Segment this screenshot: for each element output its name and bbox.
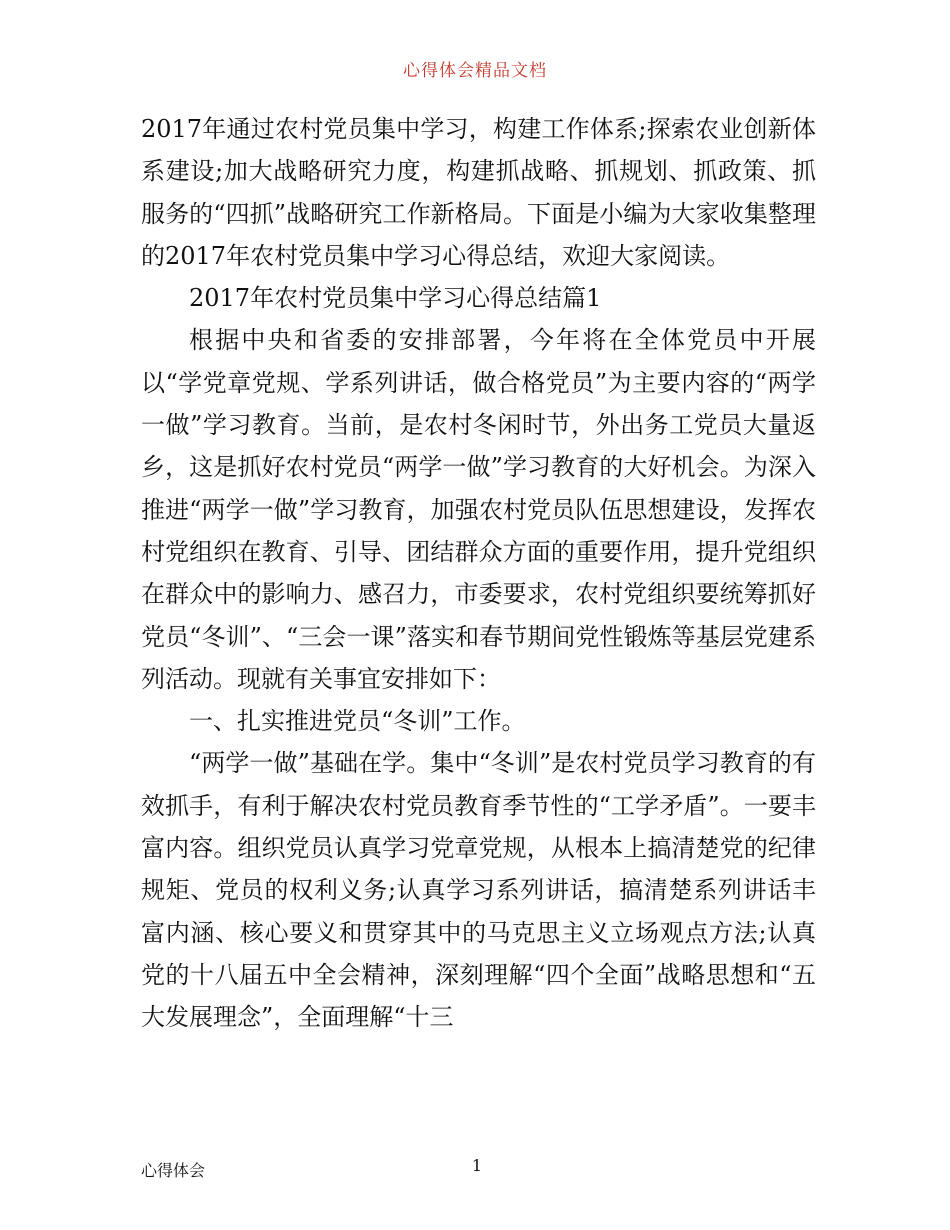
body-paragraph: 根据中央和省委的安排部署，今年将在全体党员中开展以“学党章党规、学系列讲话，做合格党员”为主要内容的“两学一做”学习教育。当前，是农村冬闲时节，外出务工党员大量返乡，这是抓好农村党员“两学一做”学习教育的大好机会。为深入推进“两学一做”学习教育，加强农村党员队伍思想建设，发挥农村党组织在教育、引导、团结群众方面的重要作用，提升党组织在群众中的影响力、感召力，市委要求，农村党组织要统筹抓好党员“冬训”、“三会一课”落实和春节期间党性锻炼等基层党建系列活动。现就有关事宜安排如下： <box>141 326 816 693</box>
section-title: 2017年农村党员集中学习心得总结篇1 <box>189 284 602 313</box>
page-header-title: 心得体会精品文档 <box>403 61 547 81</box>
intro-paragraph: 2017年通过农村党员集中学习，构建工作体系;探索农业创新体系建设;加大战略研究力度，构建抓战略、抓规划、抓政策、抓服务的“四抓”战略研究工作新格局。下面是小编为大家收集整理的2017年农村党员集中学习心得总结，欢迎大家阅读。 <box>141 115 816 270</box>
body-paragraph: “两学一做”基础在学。集中“冬训”是农村党员学习教育的有效抓手，有利于解决农村党员教育季节性的“工学矛盾”。一要丰富内容。组织党员认真学习党章党规，从根本上搞清楚党的纪律规矩、党员的权利义务;认真学习系列讲话，搞清楚系列讲话丰富内涵、核心要义和贯穿其中的马克思主义立场观点方法;认真党的十八届五中全会精神，深刻理解“四个全面”战略思想和“五大发展理念”，全面理解“十三 <box>141 749 816 1032</box>
subheading: 一、扎实推进党员“冬训”工作。 <box>189 707 526 736</box>
page-number: 1 <box>471 1156 483 1175</box>
footer-label: 心得体会 <box>141 1161 206 1180</box>
document-body <box>141 108 816 1039</box>
